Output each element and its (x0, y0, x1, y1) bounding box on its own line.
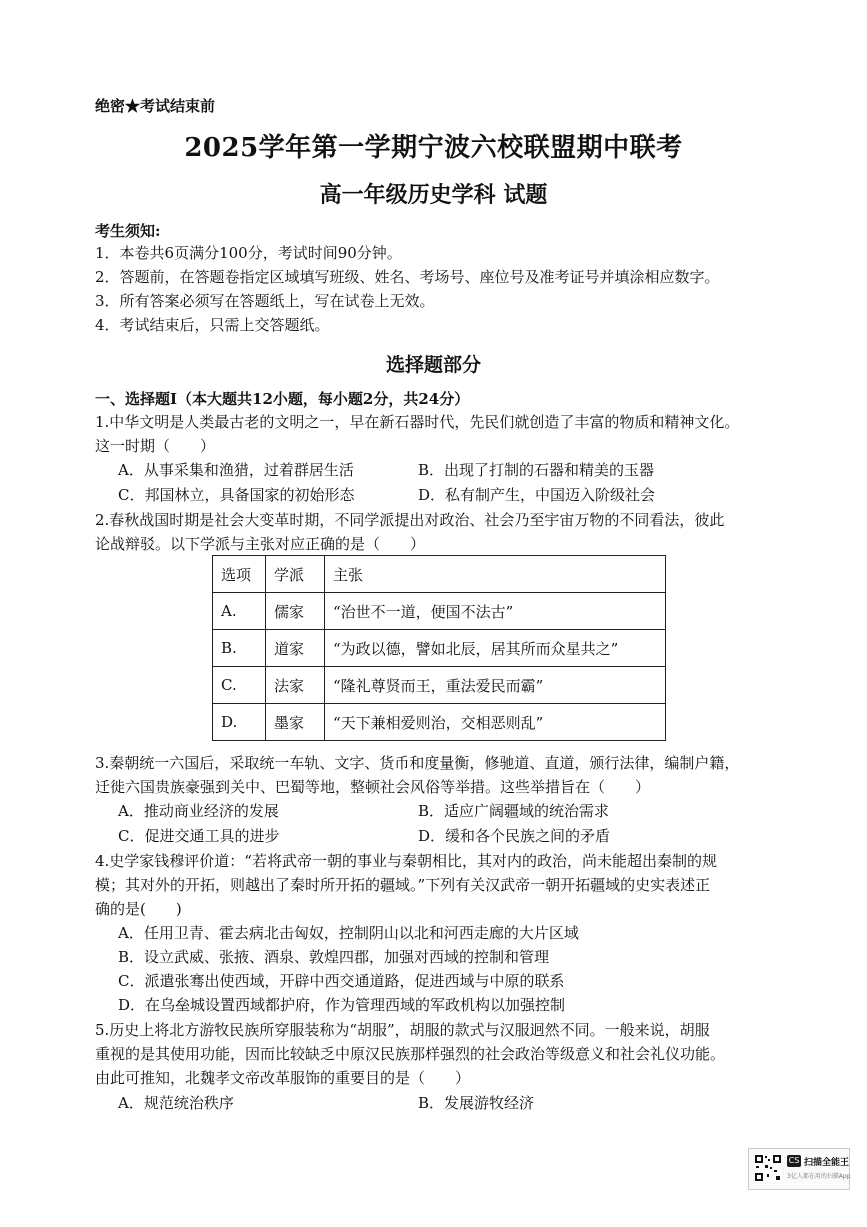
question-3-option-b: B．适应广阔疆域的统治需求 (418, 802, 610, 820)
question-4-stem: 模；其对外的开拓，则越出了秦时所开拓的疆域。”下列有关汉武帝一朝开拓疆域的史实表述正 (95, 876, 711, 894)
table-cell: C. (213, 667, 266, 704)
table-cell: 道家 (266, 630, 325, 667)
question-2-stem: 论战辩驳。以下学派与主张对应正确的是（ ） (95, 535, 426, 553)
question-4-option-c: C．派遣张骞出使西域，开辟中西交通道路，促进西域与中原的联系 (118, 972, 565, 990)
camscanner-logo: CS (788, 1156, 800, 1165)
notice-item: 2．答题前，在答题卷指定区域填写班级、姓名、考场号、座位号及准考证号并填涂相应数字。 (95, 268, 720, 286)
question-5-stem: 重视的是其使用功能，因而比较缺乏中原汉民族那样强烈的社会政治等级意义和社会礼仪功能。 (95, 1045, 726, 1063)
notice-item: 4．考试结束后，只需上交答题纸。 (95, 316, 330, 334)
table-cell: D. (213, 704, 266, 741)
notice-item: 3．所有答案必须写在答题纸上，写在试卷上无效。 (95, 292, 435, 310)
question-1-option-c: C．邦国林立，具备国家的初始形态 (118, 486, 355, 504)
question-4-stem: 4.史学家钱穆评价道：“若将武帝一朝的事业与秦朝相比，其对内的政治，尚未能超出秦制的规 (95, 852, 717, 870)
table-cell: 法家 (266, 667, 325, 704)
table-row (213, 704, 666, 741)
table-header-row (213, 556, 666, 593)
watermark-sub: 3亿人都在用的扫描App (787, 1173, 851, 1180)
question-2-table (212, 555, 666, 741)
table-cell: “隆礼尊贤而王，重法爱民而霸” (325, 667, 666, 704)
question-1-option-a: A．从事采集和渔猎，过着群居生活 (118, 461, 354, 479)
table-cell: 墨家 (266, 704, 325, 741)
table-header-cell: 选项 (213, 556, 266, 593)
question-1-stem: 1.中华文明是人类最古老的文明之一，早在新石器时代，先民们就创造了丰富的物质和精神文化。 (95, 413, 740, 431)
question-4-option-d: D．在乌垒城设置西域都护府，作为管理西域的军政机构以加强控制 (118, 996, 566, 1014)
qr-code-icon (754, 1154, 782, 1182)
question-2-stem: 2.春秋战国时期是社会大变革时期，不同学派提出对政治、社会乃至宇宙万物的不同看法，彼此 (95, 511, 725, 529)
exam-title: 2025学年第一学期宁波六校联盟期中联考 (184, 133, 683, 163)
question-3-stem: 3.秦朝统一六国后，采取统一车轨、文字、货币和度量衡，修驰道、直道，颁行法律，编制户籍， (95, 754, 740, 772)
table-header-cell: 主张 (325, 556, 666, 593)
question-4-stem: 确的是( ) (95, 900, 182, 918)
question-1-option-b: B．出现了打制的石器和精美的玉器 (418, 461, 655, 479)
watermark-name: 扫描全能王 (804, 1158, 850, 1168)
question-3-option-c: C．促进交通工具的进步 (118, 827, 280, 845)
exam-subtitle: 高一年级历史学科 试题 (319, 182, 548, 208)
question-3-option-d: D．缓和各个民族之间的矛盾 (418, 827, 611, 845)
question-5-stem: 由此可推知，北魏孝文帝改革服饰的重要目的是（ ） (95, 1069, 471, 1087)
question-5-stem: 5.历史上将北方游牧民族所穿服装称为“胡服”，胡服的款式与汉服迥然不同。一般来说，胡服 (95, 1021, 710, 1039)
question-4-option-b: B．设立武威、张掖、酒泉、敦煌四郡，加强对西域的控制和管理 (118, 948, 550, 966)
table-row (213, 667, 666, 704)
notice-heading: 考生须知: (95, 222, 161, 240)
part-title: 一、选择题Ⅰ（本大题共12小题，每小题2分，共24分） (95, 390, 470, 408)
question-1-option-d: D．私有制产生，中国迈入阶级社会 (418, 486, 656, 504)
confidential-label: 绝密★考试结束前 (95, 97, 216, 115)
table-header-cell: 学派 (266, 556, 325, 593)
section-title: 选择题部分 (385, 354, 481, 376)
question-3-option-a: A．推动商业经济的发展 (118, 802, 279, 820)
table-cell: “治世不一道，便国不法古” (325, 593, 666, 630)
table-row (213, 593, 666, 630)
question-5-option-a: A．规范统治秩序 (118, 1094, 234, 1112)
table-row (213, 630, 666, 667)
question-1-stem: 这一时期（ ） (95, 437, 216, 455)
table-cell: 儒家 (266, 593, 325, 630)
table-cell: “天下兼相爱则治，交相恶则乱” (325, 704, 666, 741)
table-cell: “为政以德，譬如北辰，居其所而众星共之” (325, 630, 666, 667)
question-5-option-b: B．发展游牧经济 (418, 1094, 535, 1112)
question-3-stem: 迁徙六国贵族豪强到关中、巴蜀等地，整顿社会风俗等举措。这些举措旨在（ ） (95, 778, 651, 796)
table-cell: B. (213, 630, 266, 667)
notice-item: 1．本卷共6页满分100分，考试时间90分钟。 (95, 244, 402, 262)
table-cell: A. (213, 593, 266, 630)
question-4-option-a: A．任用卫青、霍去病北击匈奴，控制阴山以北和河西走廊的大片区域 (118, 924, 579, 942)
scanner-watermark (748, 1148, 850, 1190)
